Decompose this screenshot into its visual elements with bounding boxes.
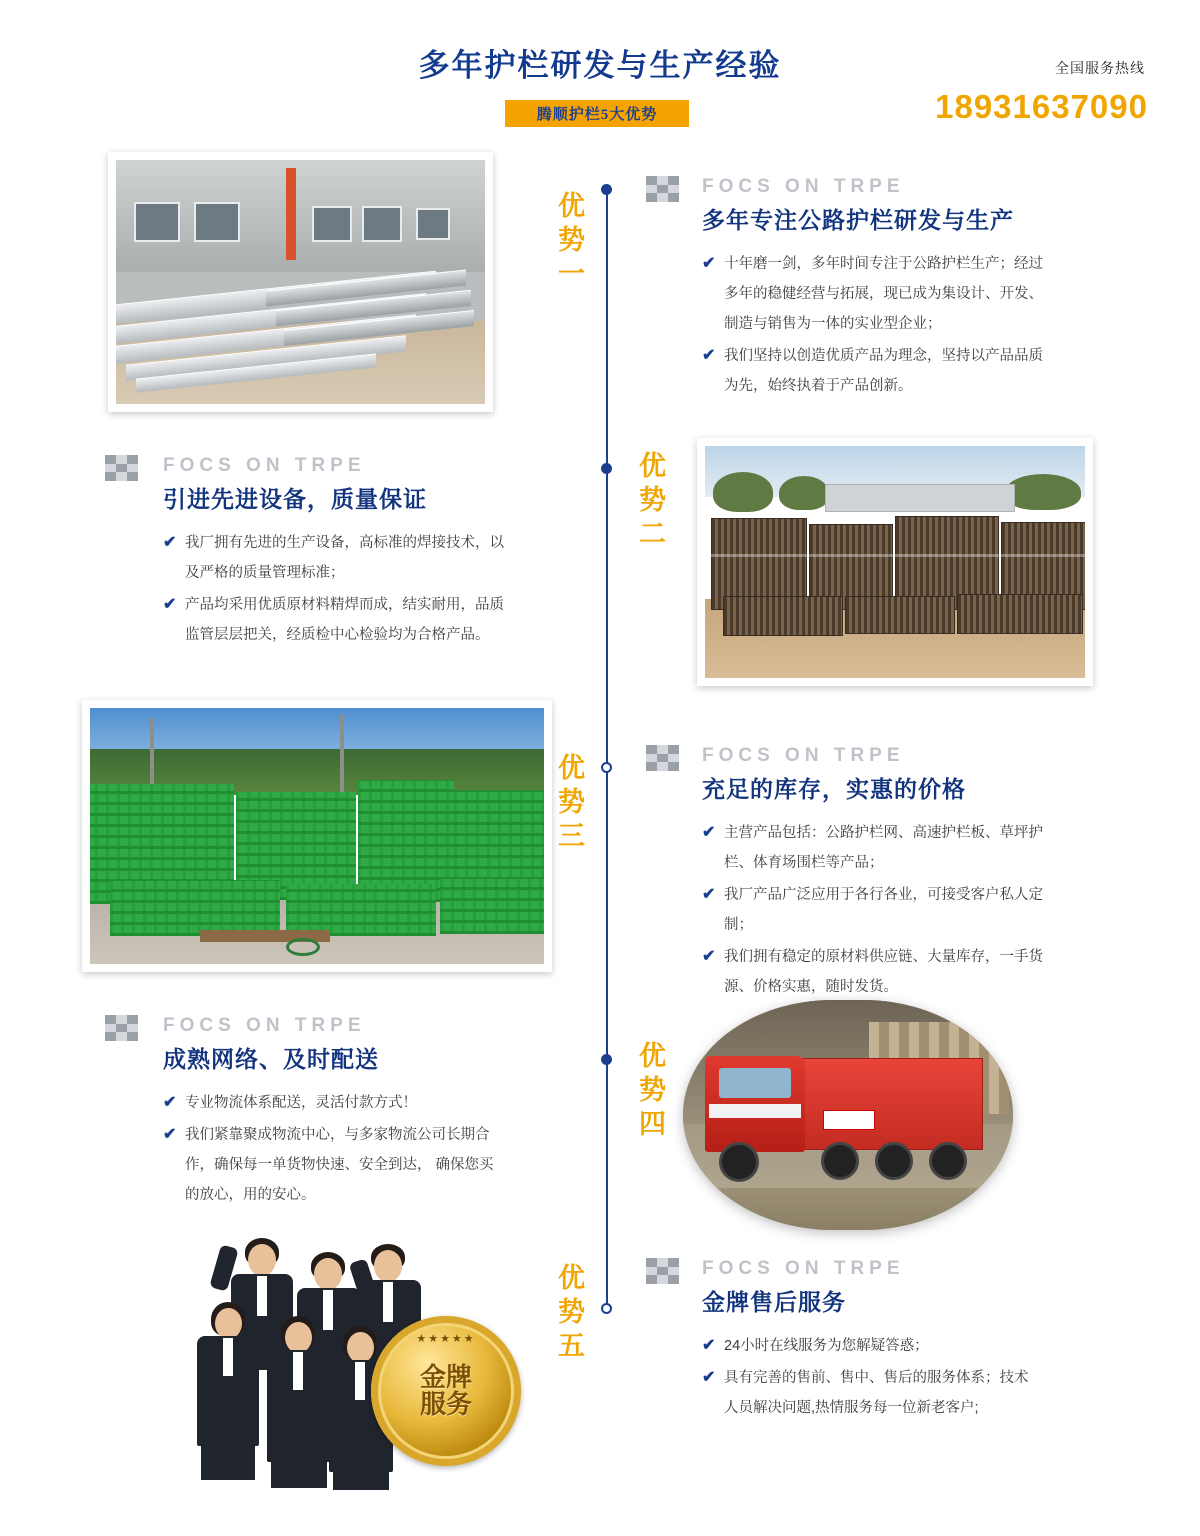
advantage-1-bullet-1 — [702, 249, 1057, 339]
advantage-2-bullet-1-text: 我厂拥有先进的生产设备，高标准的焊接技术，以及严格的质量管理标准； — [185, 535, 504, 581]
check-icon: ✔ — [163, 1094, 177, 1111]
seal-text-line-2: 服务 — [419, 1390, 472, 1419]
advantage-1-marker-char-2: 势 — [558, 224, 586, 255]
advantage-3-marker — [549, 752, 595, 853]
advantage-5-block — [702, 1258, 1042, 1425]
advantage-2-eyebrow: FOCS ON TRPE — [163, 455, 366, 476]
advantage-5-bullet-2-text: 具有完善的售前、售中、售后的服务体系；技术人员解决问题,热情服务每一位新老客户; — [724, 1370, 1029, 1416]
advantage-3-block — [702, 745, 1052, 1004]
advantage-3-photo — [82, 700, 552, 972]
advantage-3-eyebrow: FOCS ON TRPE — [702, 745, 905, 766]
advantage-2-marker — [630, 450, 676, 551]
advantage-2-block — [163, 455, 513, 652]
advantage-3-bullet-1 — [702, 818, 1052, 878]
timeline-axis — [606, 186, 608, 1308]
check-icon: ✔ — [163, 1126, 177, 1143]
seal-stars: ★★★★★ — [416, 1333, 476, 1345]
advantage-5-marker-char-1: 优 — [558, 1263, 586, 1293]
advantage-4-eyebrow: FOCS ON TRPE — [163, 1015, 366, 1036]
advantage-1-bullet-2 — [702, 341, 1057, 401]
advantage-5-marker-char-3: 五 — [558, 1330, 586, 1361]
advantage-5-marker — [549, 1262, 595, 1363]
check-icon: ✔ — [702, 1369, 716, 1386]
advantage-2-bullet-2-text: 产品均采用优质原材料精焊而成，结实耐用，品质监管层层把关，经质检中心检验均为合格产品。 — [185, 597, 504, 643]
advantage-2-photo — [697, 438, 1093, 686]
advantage-4-bullet-1-text: 专业物流体系配送，灵活付款方式！ — [185, 1095, 417, 1111]
check-icon: ✔ — [702, 886, 716, 903]
timeline-dot-1 — [601, 184, 612, 195]
advantage-1-bullet-1-text: 十年磨一剑，多年时间专注于公路护栏生产；经过多年的稳健经营与拓展，现已成为集设计、开发、制造与销售为一体的实业型企业； — [724, 256, 1043, 332]
gold-service-seal — [371, 1316, 521, 1466]
advantage-4-marker-char-1: 优 — [639, 1041, 667, 1071]
timeline-dot-2 — [601, 463, 612, 474]
advantage-3-marker-char-1: 优 — [558, 753, 586, 783]
advantage-4-marker — [630, 1040, 676, 1141]
advantage-4-photo — [683, 1000, 1013, 1230]
check-icon: ✔ — [702, 824, 716, 841]
advantage-2-marker-char-3: 二 — [639, 518, 667, 549]
subtitle-badge: 腾顺护栏5大优势 — [505, 100, 689, 127]
advantage-3-bullet-3 — [702, 942, 1052, 1002]
advantage-1-photo — [108, 152, 493, 412]
advantage-4-marker-char-3: 四 — [639, 1108, 667, 1139]
advantage-3-bullet-1-text: 主营产品包括：公路护栏网、高速护栏板、草坪护栏、体育场围栏等产品； — [724, 825, 1043, 871]
check-icon: ✔ — [163, 534, 177, 551]
timeline-dot-5 — [601, 1303, 612, 1314]
advantage-2-bullet-2 — [163, 590, 513, 650]
hotline-label: 全国服务热线 — [1055, 60, 1145, 76]
checkerboard-icon-4 — [105, 1015, 139, 1041]
check-icon: ✔ — [702, 347, 716, 364]
advantage-3-bullet-2 — [702, 880, 1052, 940]
advantage-3-marker-char-3: 三 — [558, 820, 586, 851]
seal-text-line-1: 金牌 — [419, 1362, 472, 1392]
advantage-1-bullet-2-text: 我们坚持以创造优质产品为理念，坚持以产品品质为先，始终执着于产品创新。 — [724, 348, 1043, 394]
advantage-5-bullet-1-text: 24小时在线服务为您解疑答惑； — [724, 1338, 929, 1354]
advantage-2-bullet-1 — [163, 528, 513, 588]
advantage-3-bullet-2-text: 我厂产品广泛应用于各行各业，可接受客户私人定制； — [724, 887, 1043, 933]
checkerboard-icon-3 — [646, 745, 680, 771]
advantage-1-marker-char-1: 优 — [558, 191, 586, 221]
timeline-dot-4 — [601, 1054, 612, 1065]
advantage-3-marker-char-2: 势 — [558, 786, 586, 817]
check-icon: ✔ — [702, 948, 716, 965]
advantage-5-photo — [175, 1230, 505, 1490]
checkerboard-icon-5 — [646, 1258, 680, 1284]
advantage-2-marker-char-1: 优 — [639, 451, 667, 481]
page-title: 多年护栏研发与生产经验 — [418, 48, 782, 83]
advantage-1-block — [702, 176, 1057, 403]
advantage-5-marker-char-2: 势 — [558, 1296, 586, 1327]
advantage-1-title: 多年专注公路护栏研发与生产 — [702, 208, 1014, 233]
advantage-4-bullet-1 — [163, 1088, 503, 1118]
advantage-4-bullet-2-text: 我们紧靠聚成物流中心，与多家物流公司长期合作，确保每一单货物快速、安全到达， 确保您买的放心，用的安心。 — [185, 1127, 494, 1203]
check-icon: ✔ — [702, 255, 716, 272]
advantage-5-bullet-2 — [702, 1363, 1042, 1423]
check-icon: ✔ — [702, 1337, 716, 1354]
advantage-4-marker-char-2: 势 — [639, 1074, 667, 1105]
advantage-1-marker-char-3: 一 — [558, 258, 586, 289]
advantage-4-bullet-2 — [163, 1120, 503, 1210]
advantage-1-marker — [549, 190, 595, 291]
advantage-4-block — [163, 1015, 503, 1212]
advantage-2-title: 引进先进设备，质量保证 — [163, 487, 427, 512]
advantage-3-bullet-3-text: 我们拥有稳定的原材料供应链、大量库存，一手货源、价格实惠，随时发货。 — [724, 949, 1043, 995]
advantage-3-title: 充足的库存，实惠的价格 — [702, 777, 966, 802]
advantage-1-eyebrow: FOCS ON TRPE — [702, 176, 905, 197]
advantage-5-bullet-1 — [702, 1331, 1042, 1361]
advantage-5-eyebrow: FOCS ON TRPE — [702, 1258, 905, 1279]
advantage-4-title: 成熟网络、及时配送 — [163, 1047, 379, 1072]
timeline-dot-3 — [601, 762, 612, 773]
advantage-2-marker-char-2: 势 — [639, 484, 667, 515]
hotline-number[interactable]: 18931637090 — [935, 88, 1148, 125]
checkerboard-icon-1 — [646, 176, 680, 202]
advantage-5-title: 金牌售后服务 — [702, 1290, 846, 1315]
check-icon: ✔ — [163, 596, 177, 613]
checkerboard-icon-2 — [105, 455, 139, 481]
